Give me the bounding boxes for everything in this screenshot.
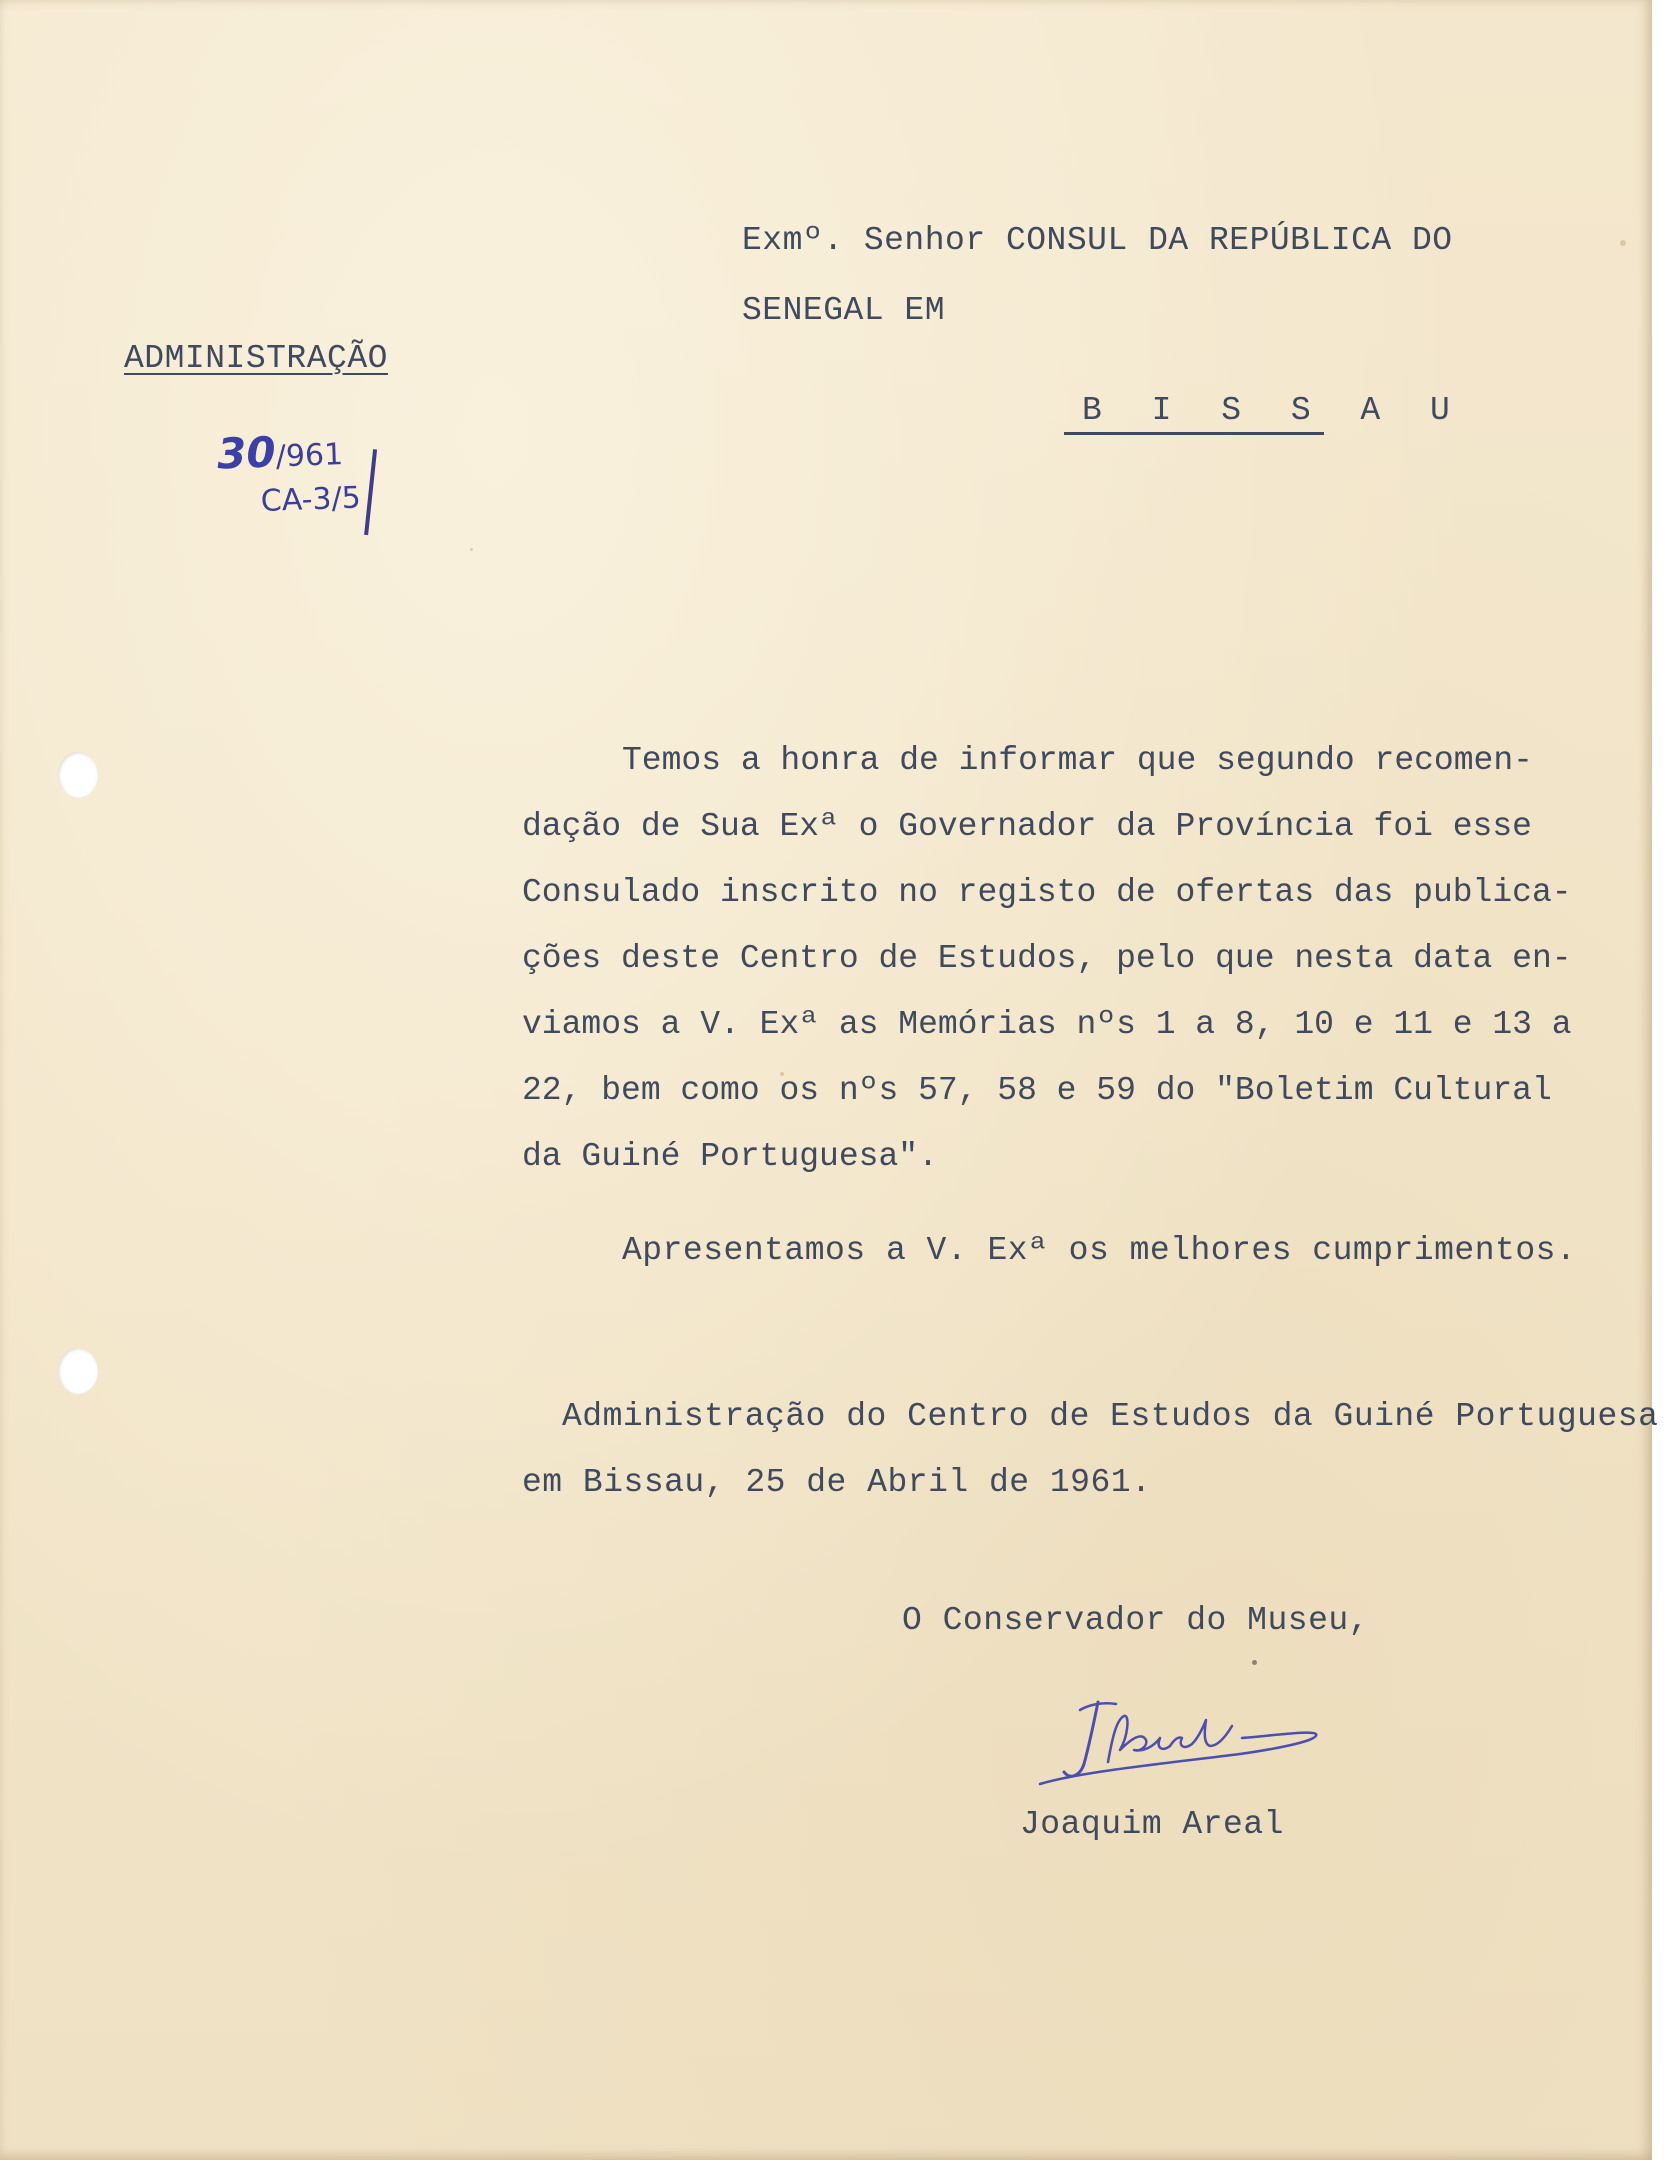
body-line: Temos a honra de informar que segundo recomen- [622,742,1533,779]
body-line: 22, bem como os nºs 57, 58 e 59 do "Boletim Cultural [522,1072,1552,1109]
paper-speck [1620,240,1626,246]
body-line: viamos a V. Exª as Memórias nºs 1 a 8, 10 e 11 e 13 a [522,1006,1572,1043]
place-date-line: em Bissau, 25 de Abril de 1961. [522,1464,1152,1501]
department-heading: ADMINISTRAÇÃO [124,340,388,377]
place-line-1: Administração do Centro de Estudos da Guiné Portuguesa [562,1398,1659,1435]
reference-number-prefix: 30 [216,427,277,479]
reference-number-suffix: /961 [275,437,344,475]
city-heading: B I S S A U [1082,392,1465,429]
body-line: Consulado inscrito no registo de ofertas das publica- [522,874,1572,911]
handwritten-signature [1020,1680,1340,1800]
punch-hole-bottom [58,1348,98,1394]
body-line: ções deste Centro de Estudos, pelo que nesta data en- [522,940,1572,977]
paper-speck [470,548,473,551]
reference-stroke [364,449,377,535]
signatory-title: O Conservador do Museu, [902,1602,1369,1639]
body-line: dação de Sua Exª o Governador da Província foi esse [522,808,1532,845]
punch-hole-top [58,752,98,798]
letter-body [522,728,1642,1190]
signatory-name: Joaquim Areal [1020,1806,1284,1843]
paper-speck [1252,1660,1257,1665]
city-underline [1064,432,1324,435]
closing-line: Apresentamos a V. Exª os melhores cumprimentos. [622,1232,1577,1269]
addressee-line-2: SENEGAL EM [742,292,946,329]
reference-number [216,428,360,482]
body-line: da Guiné Portuguesa". [522,1138,938,1175]
addressee-line-1: Exmº. Senhor CONSUL DA REPÚBLICA DO [742,222,1453,259]
reference-stamp [216,428,361,526]
reference-code: CA-3/5 [260,480,362,519]
